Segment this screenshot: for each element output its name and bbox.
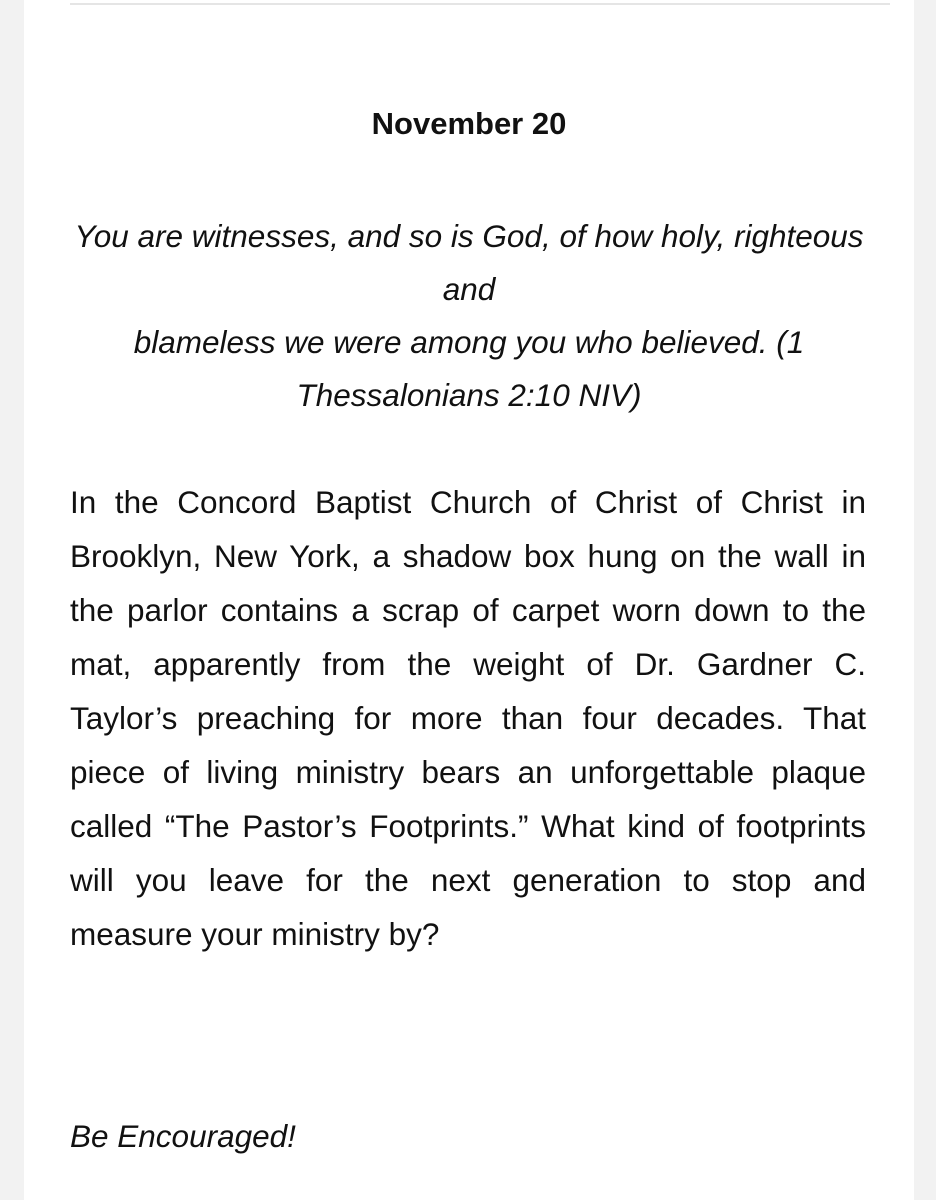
devotional-body: In the Concord Baptist Church of Christ of Christ in Brooklyn, New York, a shadow box hung on the wall in the parlor contains a scrap of carpet worn down to the mat, apparently from the weight of Dr. Gardner C. Taylor’s preaching for more than four decades. That piece of living ministry bears an unforgettable plaque called “The Pastor’s Footprints.” What kind of footprints will you leave for the next generation to stop and measure your ministry by? [70,484,866,952]
devotional-date: November 20 [371,106,567,141]
scripture-verse [74,210,864,422]
divider [70,3,890,5]
verse-line-1: You are witnesses, and so is God, of how holy, righteous and [74,218,864,307]
verse-line-2: blameless we were among you who believed. (1 Thessalonians 2:10 NIV) [133,324,805,413]
closing-line: Be Encouraged! [70,1118,296,1154]
document-page [24,0,914,1200]
